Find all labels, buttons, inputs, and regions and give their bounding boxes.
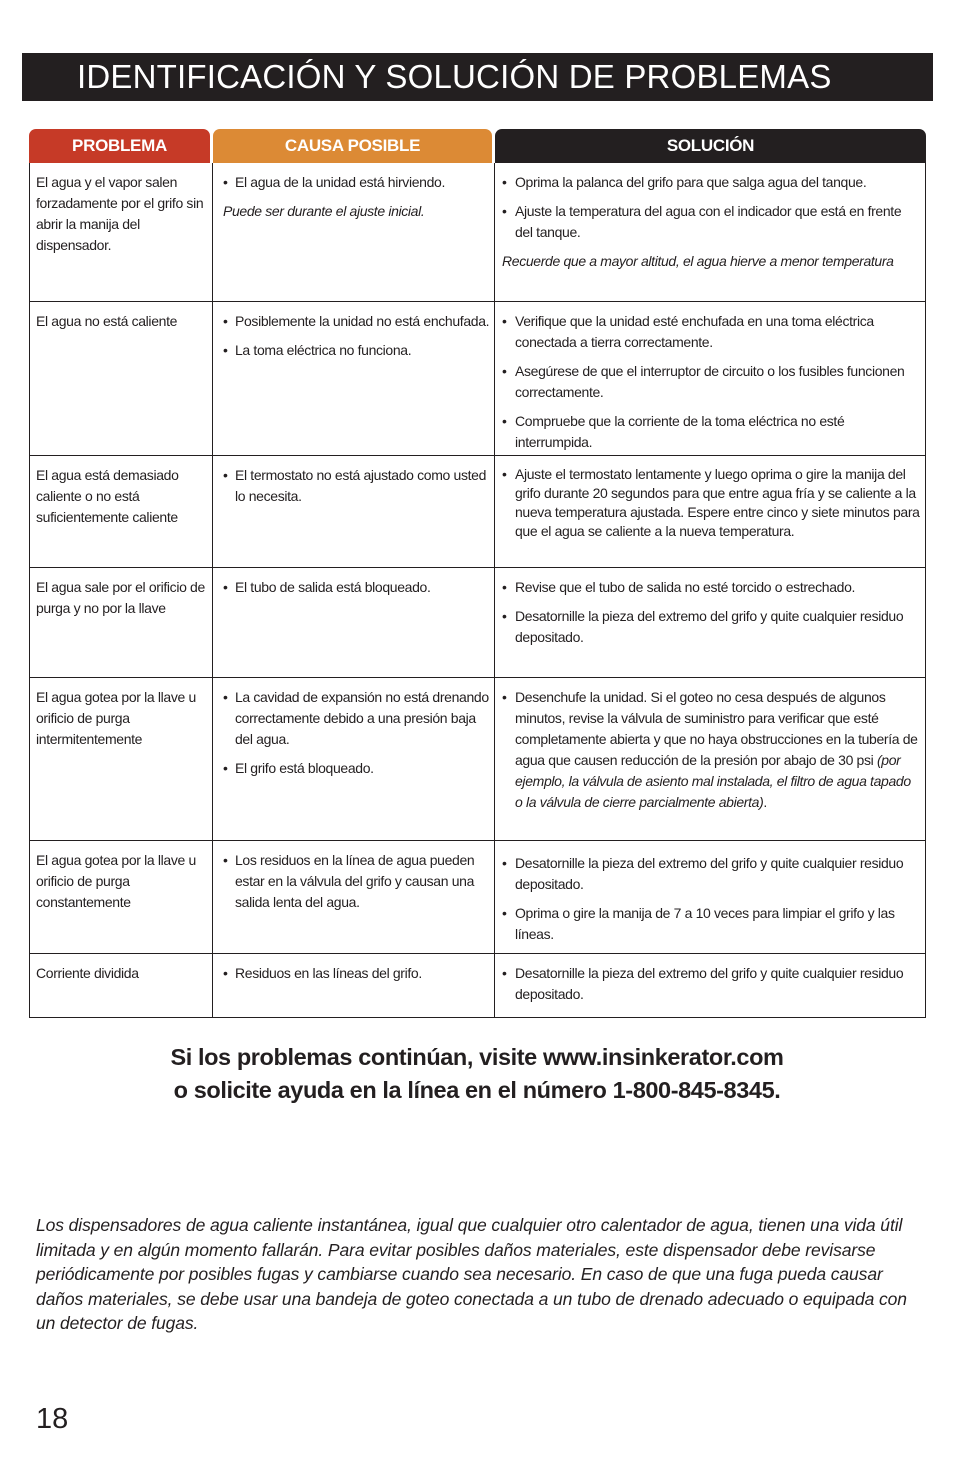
- cause-note: Puede ser durante el ajuste inicial.: [223, 203, 425, 219]
- solution-cell: [494, 568, 921, 678]
- list-item: • La cavidad de expansión no está drenando correctamente debido a una presión baja del agua.: [213, 687, 494, 750]
- table-row: [30, 301, 925, 456]
- table-row: [30, 567, 925, 678]
- solution-cell: [494, 163, 921, 301]
- list-item: • El agua de la unidad está hirviendo.: [213, 172, 494, 193]
- solution-cell: [494, 456, 921, 568]
- list-item: • La toma eléctrica no funciona.: [213, 340, 494, 361]
- table-body: [29, 163, 926, 1018]
- list-item: • Oprima la palanca del grifo para que salga agua del tanque.: [495, 172, 921, 193]
- list-item: • El grifo está bloqueado.: [213, 758, 494, 779]
- solution-cell: [494, 302, 921, 456]
- list-item: • El tubo de salida está bloqueado.: [213, 577, 494, 598]
- list-item: • Los residuos en la línea de agua pueden estar en la válvula del grifo y causan una salida lenta del agua.: [213, 850, 494, 913]
- cause-cell: [212, 678, 494, 841]
- help-line-1: Si los problemas continúan, visite www.insinkerator.com: [170, 1044, 784, 1070]
- list-item: • Desatornille la pieza del extremo del grifo y quite cualquier residuo depositado.: [495, 963, 921, 1005]
- cause-cell: [212, 163, 494, 301]
- table-row: [30, 840, 925, 954]
- table-row: [30, 455, 925, 568]
- cause-cell: [212, 954, 494, 1017]
- list-item: • Desatornille la pieza del extremo del grifo y quite cualquier residuo depositado.: [495, 853, 921, 895]
- cause-cell: [212, 456, 494, 568]
- list-item: • Verifique que la unidad esté enchufada en una toma eléctrica conectada a tierra correctamente.: [495, 311, 921, 353]
- problem-cell: El agua gotea por la llave u orificio de purga constantemente: [36, 852, 196, 910]
- troubleshooting-table: [29, 129, 926, 1018]
- problem-cell: El agua no está caliente: [36, 313, 178, 329]
- table-row: [30, 677, 925, 841]
- list-item: • El termostato no está ajustado como usted lo necesita.: [213, 465, 494, 507]
- problem-cell: El agua sale por el orificio de purga y no por la llave: [36, 579, 205, 616]
- problem-cell: El agua gotea por la llave u orificio de purga intermitentemente: [36, 689, 196, 747]
- cause-cell: [212, 302, 494, 456]
- header-cause: CAUSA POSIBLE: [213, 129, 492, 163]
- list-item: • Revise que el tubo de salida no esté torcido o estrechado.: [495, 577, 921, 598]
- problem-cell: Corriente dividida: [36, 965, 139, 981]
- title-bar: [22, 53, 933, 101]
- table-header: [29, 129, 926, 163]
- cause-cell: [212, 568, 494, 678]
- list-item: • Residuos en las líneas del grifo.: [213, 963, 494, 984]
- solution-end: .: [763, 794, 767, 810]
- list-item: • Desatornille la pieza del extremo del grifo y quite cualquier residuo depositado.: [495, 606, 921, 648]
- table-row: [30, 163, 925, 301]
- list-item: • Compruebe que la corriente de la toma eléctrica no esté interrumpida.: [495, 411, 921, 453]
- table-row: [30, 953, 925, 1017]
- help-line-2: o solicite ayuda en la línea en el número 1-800-845-8345.: [173, 1077, 781, 1103]
- page-title: IDENTIFICACIÓN Y SOLUCIÓN DE PROBLEMAS: [77, 58, 832, 95]
- header-problem: PROBLEMA: [29, 129, 210, 163]
- solution-cell: [494, 841, 921, 954]
- header-solution: SOLUCIÓN: [495, 129, 926, 163]
- solution-note: Recuerde que a mayor altitud, el agua hierve a menor temperatura: [502, 253, 894, 269]
- problem-cell: El agua está demasiado caliente o no está suficientemente caliente: [36, 467, 179, 525]
- list-item: • Oprima o gire la manija de 7 a 10 veces para limpiar el grifo y las líneas.: [495, 903, 921, 945]
- cause-cell: [212, 841, 494, 954]
- solution-italic: (por ejemplo, la válvula de asiento mal instalada, el filtro de agua tapado o la válvula de cierre parcialmente abierta): [515, 752, 911, 810]
- disclaimer-paragraph: Los dispensadores de agua caliente instantánea, igual que cualquier otro calentador de agua, tienen una vida útil limitada y en algún momento fallarán. Para evitar posibles daños materiales, este dispensador debe revisarse periódicamente por posibles fugas y cambiarse cuando sea necesario. En caso de que una fuga pueda causar daños materiales, se debe usar una bandeja de goteo conectada a un tubo de drenado adecuado o equipada con un detector de fugas.: [36, 1215, 907, 1333]
- list-item: • Ajuste el termostato lentamente y luego oprima o gire la manija del grifo durante 20 segundos para que entre agua fría y se caliente a la nueva temperatura ajustada. Espere entre cinco y siete minutos para que el agua se caliente a la nueva temperatura.: [495, 465, 921, 541]
- page-number: 18: [36, 1403, 69, 1435]
- problem-cell: El agua y el vapor salen forzadamente por el grifo sin abrir la manija del dispensador.: [36, 174, 204, 253]
- list-item: • Posiblemente la unidad no está enchufada.: [213, 311, 494, 332]
- list-item: [495, 687, 921, 813]
- solution-text: Desenchufe la unidad. Si el goteo no cesa después de algunos minutos, revise la válvula de suministro para verificar que esté completamente abierta y que no haya obstrucciones en la tubería de agua que causen reducción de la presión por abajo de 30 psi: [515, 689, 918, 768]
- list-item: • Ajuste la temperatura del agua con el indicador que está en frente del tanque.: [495, 201, 921, 243]
- solution-cell: [494, 678, 921, 841]
- help-message: [0, 1041, 954, 1107]
- list-item: • Asegúrese de que el interruptor de circuito o los fusibles funcionen correctamente.: [495, 361, 921, 403]
- solution-cell: [494, 954, 921, 1017]
